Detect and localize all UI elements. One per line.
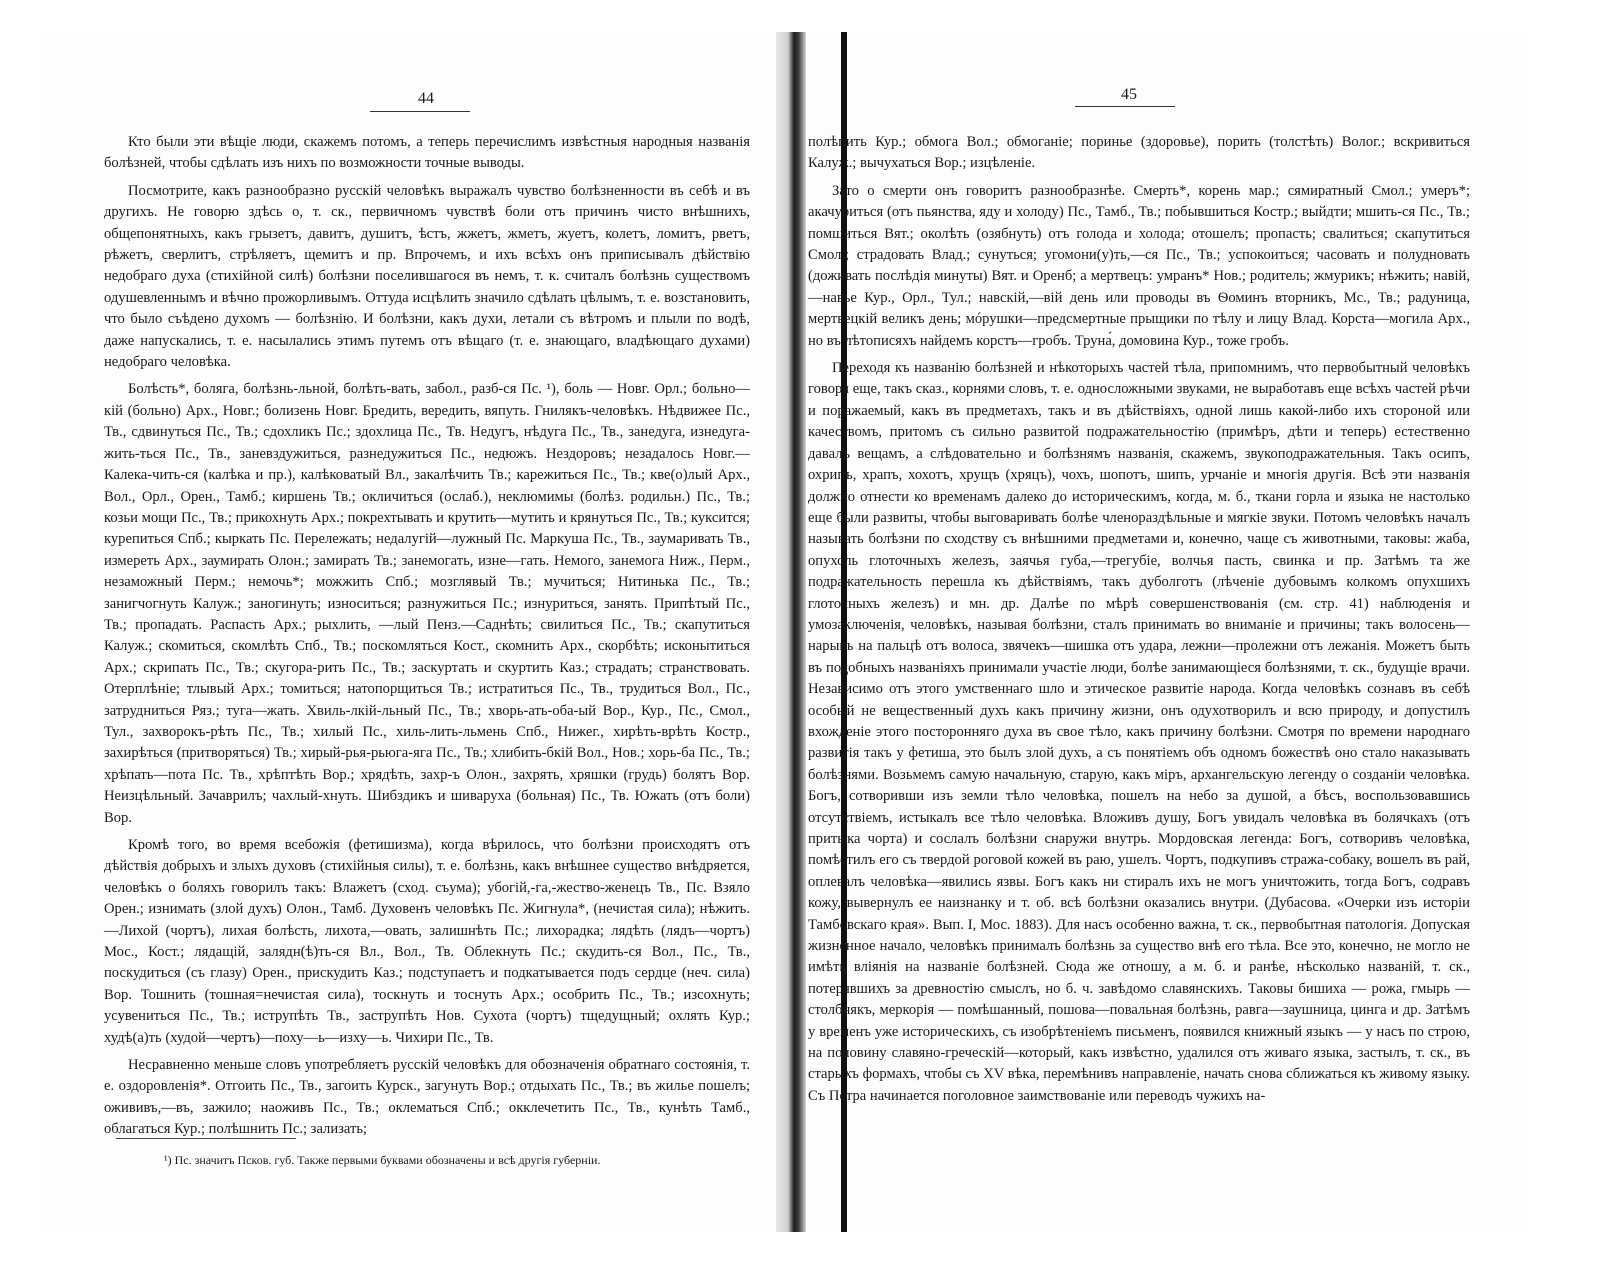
left-page-number-rule [370,111,470,112]
book-gutter [776,32,806,1232]
left-paragraph: Кто были эти вѣщіе люди, скажемъ потомъ, а теперь перечислимъ извѣстныя народныя названія болѣзней, чтобы сдѣлать изъ нихъ по возможности точные выводы. [104,134,750,172]
left-paragraph: Несравненно меньше словъ употребляетъ русскій человѣкъ для обозначенія обратнаго состоянія, т. е. оздоровленія*. Отгоить Пс., Тв., загоить Курск., загунуть Вор.; отдыхать Пс., Тв.; въ жилье пошелъ; ожививъ,—въ, зажило; наоживъ Пс., Тв.; оклематься Спб.; окклечетить Пс., Тв., кунѣть Тамб., облагаться Кур.; полѣшнить Пс.; зализать; [104,1057,750,1138]
right-paragraph: Зато о смерти онъ говоритъ разнообразнѣе. Смерть*, корень мар.; сямиратный Смол.; умеръ*; акачуриться (отъ пьянства, яду и холоду) Пс., Тамб., Тв.; побывшиться Костр.; выйдти; мшить-ся Пс., Тв.; помшиться Вят.; околѣть (озябнуть) отъ голода и холода; отошелъ; пропасть; свалиться; скапутиться Смол.; страдовать Влад.; сунуться; угомони(у)ть,—ся Пс., Тв.; успокоиться; часовать и полудновать (доживать послѣдія минуты) Вят. и Оренб; а мертвецъ: умранъ* Нов.; родитель; жмурикъ; нѣжить; навій,—навье Кур., Орл., Тул.; навскій,—вій день или проводы въ Ѳоминъ вторникъ, Мс., Тв.; радуница, мертвецкій великъ день; мóрушки—предсмертные прыщики по тѣлу и лицу Влад. Корста—могила Арх., но въ лѣтописяхъ найдемъ корстъ—гробъ. Труна́, домовина Кур., тоже гробъ. [808,182,1470,349]
right-paragraph: Переходя къ названію болѣзней и нѣкоторыхъ частей тѣла, припомнимъ, что первобытный человѣкъ говоря еще, такъ сказ., корнями словъ, т. е. односложными звуками, не выработавъ еще всѣхъ частей рѣчи и поражаемый, какъ въ предметахъ, такъ и въ дѣйствіяхъ, одной лишь какой-либо ихъ стороной или качествомъ, притомъ съ сильно развитой подражательностію (примѣръ, дѣти и теперь) естественно давалъ вещамъ, а слѣдовательно и болѣзнямъ названія, скажемъ, звукоподражательныя. Такъ осипъ, охрипъ, храпъ, хохотъ, хрущъ (хряцъ), чохъ, шопотъ, шипъ, урчаніе и многія другія. Всѣ эти названія должно отнести ко временамъ далеко до историческимъ, когда, м. б., ткани горла и языка не настолько еще были развиты, чтобы выговаривать болѣе членораздѣльные и мягкіе звуки. Потомъ человѣкъ началъ называть болѣзни по сходству съ внѣшними предметами и, конечно, чаще съ животными, таковы: жаба, опухоль глоточныхъ железъ, заячья губа,—трегубіе, волчья пасть, свинка и пр. Затѣмъ та же подражательность перешла къ дѣйствіямъ, такъ дуболготъ (лѣченіе дубовымъ колкомъ опухшихъ глоточныхъ железъ) и мн. др. Далѣе по мѣрѣ совершенствованія (см. стр. 41) наблюденія и умозаключенія, человѣкъ, называя болѣзни, сталъ принимать во вниманіе и причины; такъ волосень—нарывъ на пальцѣ отъ волоса, звячекъ—шишка отъ удара, лежни—пролежни отъ лежанія. Можетъ быть въ подобныхъ названіяхъ принимали участіе люди, болѣе занимающіеся болѣзнями, т. ск., будущіе врачи. Независимо отъ этого умственнаго шло и этическое развитіе народа. Когда человѣкъ сознавъ въ себѣ особый не вещественный духъ какъ причину жизни, онъ одухотворилъ и всю природу, и допустилъ вхожденіе этого посторонняго духа въ свое тѣло, какъ причину болѣзни. Смотря по времени народнаго развитія такъ у фетиша, это былъ злой духъ, а съ понятіемъ объ одномъ божествѣ оно стало наказывать болѣзнями. Возьмемъ самую начальную, старую, какъ міръ, архангельскую легенду о созданіи человѣка. Богъ, сотворивши изъ земли тѣло человѣка, пошелъ на небо за душой, а бѣсъ, воспользовавшись отсутствіемъ, истыкалъ все тѣло человѣка. Вложивъ душу, Богъ увидалъ человѣка въ болячкахъ (отъ притыка чорта) и сослалъ болѣзни снаружи внутрь. Мордовская легенда: Богъ, сотворивъ человѣка, помѣстилъ его съ твердой роговой кожей въ раю, ушелъ. Чортъ, подкупивъ стража-собаку, вошелъ въ рай, оплевалъ человѣка—явились язвы. Богъ какъ ни стиралъ ихъ не могъ уничтожить, тогда Богъ, содравъ кожу, вывернулъ ее наизнанку и т. об. всѣ болѣзни оказались внутри. (Дубасова. «Очерки изъ исторіи Тамбовскаго края». Вып. I, Мос. 1883). Для насъ особенно важна, т. ск., первобытная патологія. Допуская жизненное начало, человѣкъ принималъ болѣзнь за существо внѣ его тѣла. Все это, конечно, не могло не имѣть вліянія на названіе болѣзней. Сюда же отношу, а м. б. и ранѣе, нѣсколько названій, т. ск., потерявшихъ за древностію смыслъ, но б. ч. завѣдомо славянскихъ. Таковы бишиха — рожа, гмырь — столбнякъ, меркорія — помѣшанный, пошова—повальная болѣзнь, равга—заушница, цинга и др. Затѣмъ у временъ уже историческихъ, съ изобрѣтеніемъ письменъ, появился книжный языкъ — у насъ по строю, на половину славяно-греческій—который, какъ извѣстно, удалился отъ живаго языка, застылъ, т. ск., въ старыхъ формахъ, чтобы съ XV вѣка, перемѣнивъ направленіе, начать снова сближаться къ живому языку. Съ Петра начинается поголовное заимствованіе или переводъ чужихъ на- [808,360,1470,1104]
left-paragraph: Болѣсть*, боляга, болѣзнь-льной, болѣть-вать, забол., разб-ся Пс. ¹), боль — Новг. Орл.; больно—кій (больно) Арх., Новг.; болизень Новг. Бредить, вередить, вяпуть. Гнилякъ-человѣкъ. Нѣдвижее Пс., Тв., сдвинуться Пс., Тв.; сдохликъ Пс.; здохлица Пс., Тв. Недугъ, нѣдуга Пс., Тв., занедуга, изнедуга-жить-ться Пс., Тв., заневздужиться, разнедужиться Пс., недюжъ. Нездоровъ; незадалось Новг.—Калека-чить-ся (калѣка и пр.), калѣковатый Вл., закалѣчить Тв.; карежиться Пс., Тв.; кве(о)лый Арх., Вол., Орл., Орен., Тамб.; киршень Тв.; окличиться (ослаб.), неклюмимы (болѣз. родильн.) Пс., Тв.; козьи мощи Пс., Тв.; прикохнуть Арх.; покрехтывать и крутить—мутить и крянуться Пс., Тв.; куксится; курепиться Спб.; кыркать Пс. Перележать; недалугій—лужный Пс. Маркуша Пс., Тв., заумаривать Тв., измереть Арх., заумирать Олон.; замирать Тв.; занемогать, изне—гать. Немого, занемога Ниж., Перм., незаможный Перм.; немочь*; можжить Спб.; мозглявый Тв.; мучиться; Нитинька Пс., Тв.; занигчогнуть Калуж.; заногинуть; износиться; разнужиться Пс.; изнуриться, занять. Припѣтый Пс., Тв.; пропадать. Распасть Арх.; рыхлить, —лый Пенз.—Саднѣть; свилиться Пс., Тв.; скапутиться Калуж.; скомиться, скомлѣть Спб., Тв.; поскомляться Кост., скомнить Арх., скорбѣть; исконытиться Арх.; скрипать Пс., Тв.; скугора-рить Пс., Тв.; заскуртать и скуртить Каз.; страдать; странствовать. Отерплѣніе; тлывый Арх.; томиться; натопорщиться Тв.; истратиться Пс., Тв., трудиться Вол., Пс., затрудниться Ряз.; туга—жать. Хвиль-лкій-льный Пс., Тв.; хворь-ать-оба-ый Вор., Кур., Пс., Смол., Тул., захворокъ-рѣть Пс., Тв.; хилый Пс., хиль-лить-льмень Спб., Нижег., хирѣть-врѣть Костр., захирѣться (притворяться) Тв.; хирый-рья-рьюга-яга Пс., Тв.; хлибить-бкій Вол., Нов.; хорь-ба Пс., Тв.; хрѣпать—пота Пс. Тв., хрѣптѣть Вор.; хрядѣть, захр-ъ Олон., захрять, хряшки (грудь) болятъ Вор. Неизцѣльный. Зачаврилъ; чахлый-хнуть. Шибздикъ и шиваруха (больная) Пс., Тв. Южать (отъ боли) Вор. [104,381,750,826]
left-footnote: ¹) Пс. значитъ Псков. губ. Также первыми буквами обозначены и всѣ другія губерніи. [164,1153,601,1167]
left-paragraph: Посмотрите, какъ разнообразно русскій человѣкъ выражалъ чувство болѣзненности въ себѣ и въ другихъ. Не говорю здѣсь о, т. ск., первичномъ чувствѣ боли отъ причинъ чисто внѣшнихъ, общепонятныхъ, какъ грызетъ, давитъ, душитъ, ѣстъ, жжетъ, жметъ, жуетъ, колетъ, ломитъ, рветъ, рѣжетъ, сверлитъ, стрѣляетъ, щемитъ и пр. Впрочемъ, и ихъ всѣхъ онъ приписывалъ дѣйствію недобраго духа (стихійной силѣ) болѣзни поселившагося въ немъ, т. к. считалъ болѣзнь существомъ одушевленнымъ и вѣчно прожорливымъ. Оттуда исцѣлить значило сдѣлать цѣлымъ, т. е. возстановить, что было съѣдено духомъ — болѣзнію. И болѣзни, какъ духи, летали съ вѣтромъ и плыли по водѣ, даже напускались, т. е. насылались этимъ путемъ отъ вѣщаго (т. е. знающаго, владѣющаго духами) недобраго человѣка. [104,182,750,371]
left-paragraph: Кромѣ того, во время всебожія (фетишизма), когда вѣрилось, что болѣзни происходятъ отъ дѣйствія добрыхъ и злыхъ духовъ (стихійныя силы), т. е. болѣзнь, какъ внѣшнее существо внѣдряется, человѣкъ о боляхъ говорилъ такъ: Влажетъ (сход. съума); убогій,-га,-жество-женецъ Тв., Пс. Взяло Орен.; изнимать (злой духъ) Олон., Тамб. Духовенъ человѣкъ Пс. Жигнула*, (нечистая сила); нѣжить.—Лихой (чортъ), лихая болѣсть, лихота,—овать, залишнѣть Пс.; лихорадка; лядѣть (лядъ—чортъ) Мос., Кост.; лядащій, залядн(ѣ)ть-ся Вл., Вол., Тв. Облекнуть Пс.; скудить-ся Вол., Пс., Тв., поскудиться (съ глазу) Орен., прискудить Каз.; подступаетъ и подкатывается подъ сердце (неч. сила) Вор. Тошнить (тошная=нечистая сила), тоскнуть и тоснуть Арх.; особрить Пс., Тв.; изсохнуть; усувениться Пс., Тв.; иструпѣть Тв., заструпѣть Нов. Сухота (чортъ) тщедущный; охлять Кур.; худѣ(а)ть (худой—чертъ)—поху—ь—изху—ь. Чихири Пс., Тв. [104,837,750,1046]
right-page-text [808,132,1470,1113]
right-paragraph: полѣпить Кур.; обмога Вол.; обмоганіе; поринье (здоровье), порить (толстѣть) Волог.; вскривиться Калуж.; вычухаться Вор.; изцѣленіе. [808,134,1470,172]
right-page-number: 45 [1121,86,1137,103]
right-page-number-rule [1075,106,1175,107]
left-page-text [104,132,750,1147]
footnote-rule [116,1138,296,1139]
left-page-number: 44 [418,90,434,107]
